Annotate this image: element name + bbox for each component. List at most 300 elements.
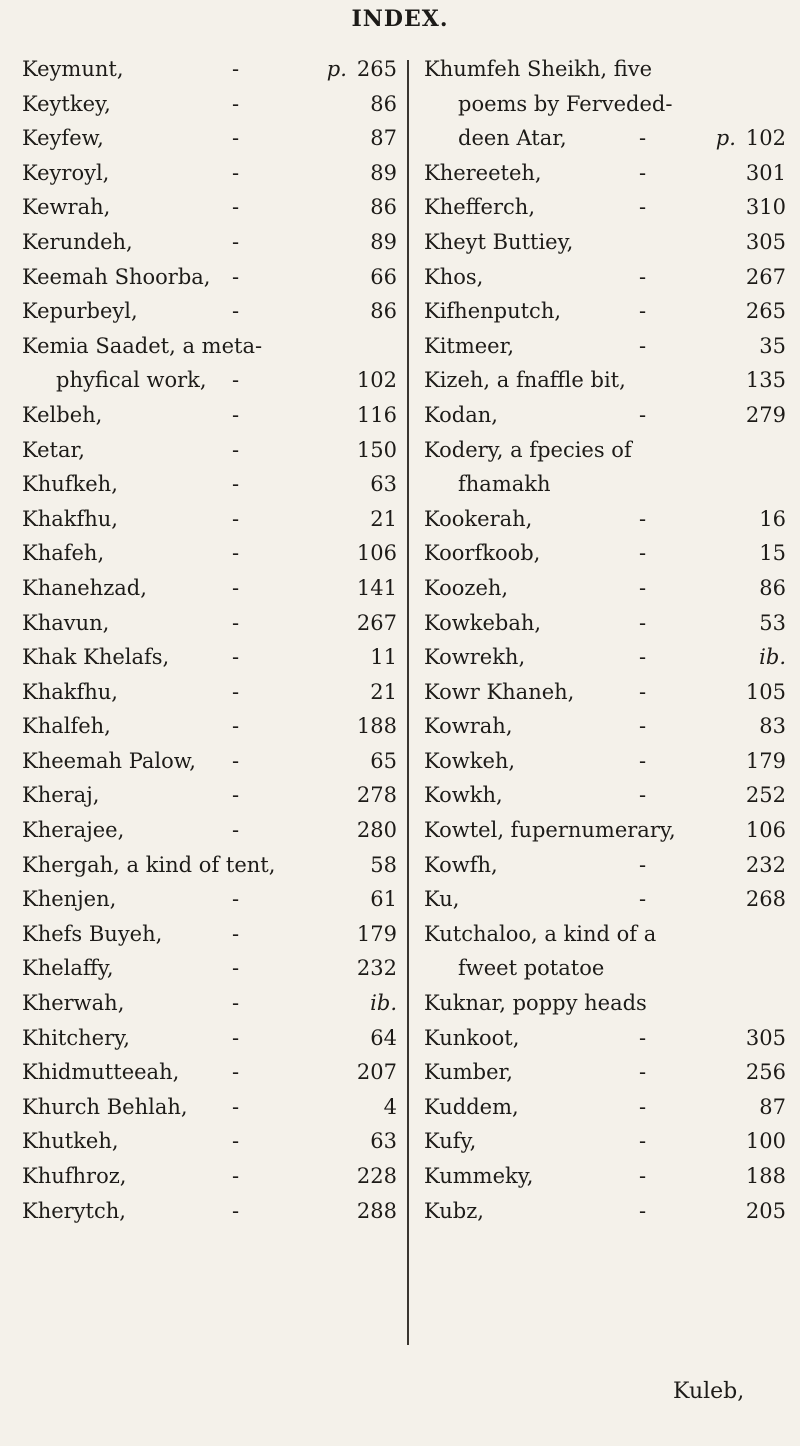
entry-dash: -: [232, 472, 240, 497]
page-number: 305: [745, 229, 786, 254]
entry-term: Ketar,: [22, 437, 85, 462]
page-number: 15: [759, 541, 786, 566]
entry-term: Kunkoot,: [424, 1025, 520, 1050]
entry-dash: -: [639, 541, 647, 566]
entry-page-number: [357, 571, 397, 606]
entry-term: Kherwah,: [22, 991, 125, 1016]
index-entry: [22, 260, 397, 295]
entry-page-number: [357, 951, 397, 986]
index-entry: [22, 986, 397, 1021]
entry-term: Khidmutteeah,: [22, 1060, 180, 1085]
page-number: 21: [370, 679, 397, 704]
index-entry: [424, 606, 786, 641]
entry-term: Kowtel, fupernumerary,: [424, 818, 676, 843]
page-number: 102: [745, 126, 786, 151]
index-entry: [22, 190, 397, 225]
entry-term: Khos,: [424, 264, 484, 289]
page-number: 267: [356, 610, 397, 635]
page-number: 11: [370, 645, 397, 670]
entry-dash: -: [232, 368, 240, 393]
entry-dash: -: [232, 1060, 240, 1085]
entry-dash: -: [639, 714, 647, 739]
index-entry: [22, 1090, 397, 1125]
entry-page-number: [746, 1159, 786, 1194]
index-entry: [424, 951, 786, 986]
entry-page-number: [370, 640, 397, 675]
entry-page-number: [384, 1090, 397, 1125]
entry-dash: -: [232, 887, 240, 912]
index-entry: [22, 744, 397, 779]
entry-page-number: [357, 536, 397, 571]
page-number: 141: [356, 575, 397, 600]
entry-term: Keyfew,: [22, 126, 104, 151]
entry-dash: -: [639, 1060, 647, 1085]
page-prefix: p.: [326, 57, 347, 81]
page-number: 301: [745, 160, 786, 185]
page-number: 305: [745, 1025, 786, 1050]
entry-page-number: [746, 813, 786, 848]
entry-term: Khafeh,: [22, 541, 105, 566]
index-entry: [22, 156, 397, 191]
page-number: 53: [759, 610, 786, 635]
index-entry: [424, 87, 786, 122]
entry-term: Khufkeh,: [22, 472, 118, 497]
entry-term: Kizeh, a fnaffle bit,: [424, 368, 626, 393]
index-entry: [22, 1055, 397, 1090]
catchword: Kuleb,: [673, 1379, 745, 1404]
entry-term: poems by Ferveded-: [458, 91, 673, 116]
entry-page-number: [370, 848, 397, 883]
entry-dash: -: [232, 714, 240, 739]
page-number: 150: [356, 437, 397, 462]
entry-dash: -: [232, 57, 240, 81]
entry-term: Khereeteh,: [424, 160, 542, 185]
page-number: 279: [745, 402, 786, 427]
entry-page-number: [746, 260, 786, 295]
entry-dash: -: [639, 1025, 647, 1050]
entry-term: Kherajee,: [22, 818, 125, 843]
entry-term: Khefs Buyeh,: [22, 921, 163, 946]
entry-dash: -: [639, 1129, 647, 1154]
entry-dash: -: [639, 195, 647, 220]
page-number: 4: [383, 1094, 397, 1119]
entry-term: Kufy,: [424, 1129, 477, 1154]
index-entry: [424, 260, 786, 295]
index-entry: [22, 87, 397, 122]
entry-page-number: [370, 744, 397, 779]
entry-page-number: [370, 156, 397, 191]
page-number: 86: [759, 575, 786, 600]
index-entry: [22, 848, 397, 883]
page-number: 106: [356, 541, 397, 566]
page-number: 102: [356, 368, 397, 393]
entry-dash: -: [639, 160, 647, 185]
entry-term: Kodery, a fpecies of: [424, 437, 632, 462]
entry-dash: -: [639, 575, 647, 600]
entry-term: Kummeky,: [424, 1164, 534, 1188]
page-number: 179: [745, 748, 786, 773]
entry-term: Kumber,: [424, 1060, 513, 1085]
index-entry: [22, 294, 397, 329]
entry-term: Khurch Behlah,: [22, 1094, 188, 1119]
entry-page-number: [327, 52, 397, 87]
page-number: 268: [745, 887, 786, 912]
entry-dash: -: [232, 1025, 240, 1050]
entry-page-number: [357, 1194, 397, 1229]
entry-term: Khenjen,: [22, 887, 117, 912]
entry-page-number: [370, 986, 397, 1021]
index-entry: [22, 433, 397, 468]
entry-dash: -: [232, 541, 240, 566]
page-number: 252: [745, 783, 786, 808]
entry-dash: -: [639, 299, 647, 324]
entry-term: Khitchery,: [22, 1025, 130, 1050]
entry-dash: -: [232, 437, 240, 462]
page-number: 86: [370, 91, 397, 116]
index-entry: [22, 813, 397, 848]
entry-dash: -: [232, 229, 240, 254]
index-entry: [424, 329, 786, 364]
entry-page-number: [370, 1021, 397, 1056]
index-entry: [22, 398, 397, 433]
index-entry: [424, 1055, 786, 1090]
entry-page-number: [746, 1055, 786, 1090]
entry-term: Khumfeh Sheikh, five: [424, 57, 653, 81]
entry-dash: -: [639, 645, 647, 670]
index-entry: [424, 225, 786, 260]
page-number: 83: [759, 714, 786, 739]
entry-page-number: [716, 121, 786, 156]
entry-dash: -: [639, 506, 647, 531]
entry-page-number: [357, 1055, 397, 1090]
entry-dash: -: [232, 1094, 240, 1119]
page-number: 265: [745, 299, 786, 324]
entry-page-number: [746, 1194, 786, 1229]
entry-dash: -: [232, 160, 240, 185]
entry-term: Khalfeh,: [22, 714, 111, 739]
entry-term: Kookerah,: [424, 506, 533, 531]
entry-page-number: [357, 813, 397, 848]
entry-term: Kheyt Buttiey,: [424, 229, 574, 254]
page-number: 228: [356, 1164, 397, 1188]
index-entry: [22, 329, 397, 364]
entry-term: Kitmeer,: [424, 333, 515, 358]
entry-dash: -: [232, 1164, 240, 1188]
column-divider: [407, 60, 409, 1345]
entry-page-number: [746, 156, 786, 191]
entry-page-number: [370, 260, 397, 295]
page-number: 135: [745, 368, 786, 393]
index-entry: [424, 1124, 786, 1159]
entry-page-number: [759, 640, 786, 675]
page-number: 65: [370, 748, 397, 773]
entry-dash: -: [232, 991, 240, 1016]
index-entry: [424, 536, 786, 571]
entry-dash: -: [639, 402, 647, 427]
entry-term: Khakfhu,: [22, 679, 118, 704]
page-number: 16: [759, 506, 786, 531]
entry-page-number: [746, 778, 786, 813]
index-entry: [424, 190, 786, 225]
index-entry: [424, 709, 786, 744]
index-column-right: [424, 52, 786, 1228]
page-number: 64: [370, 1025, 397, 1050]
entry-term: Kheraj,: [22, 783, 100, 808]
entry-dash: -: [639, 1094, 647, 1119]
index-entry: [424, 433, 786, 468]
entry-page-number: [759, 709, 786, 744]
page-number: 179: [356, 921, 397, 946]
entry-dash: -: [232, 195, 240, 220]
page-number: 100: [745, 1129, 786, 1154]
index-entry: [424, 640, 786, 675]
index-entry: [424, 467, 786, 502]
page-number: 61: [370, 887, 397, 912]
page-number: 280: [356, 818, 397, 843]
entry-page-number: [746, 744, 786, 779]
entry-dash: -: [639, 264, 647, 289]
index-entry: [424, 778, 786, 813]
index-entry: [424, 813, 786, 848]
entry-page-number: [759, 606, 786, 641]
page-number: 87: [759, 1094, 786, 1119]
entry-term: Khufhroz,: [22, 1164, 127, 1188]
entry-page-number: [370, 294, 397, 329]
page-number: 278: [356, 783, 397, 808]
entry-term: Kowr Khaneh,: [424, 679, 575, 704]
entry-page-number: [357, 398, 397, 433]
entry-dash: -: [232, 91, 240, 116]
page-number: 116: [356, 402, 397, 427]
entry-term: Kowkeh,: [424, 748, 516, 773]
entry-term: Kowkh,: [424, 783, 503, 808]
page-number: 89: [370, 229, 397, 254]
entry-term: Khanehzad,: [22, 575, 147, 600]
entry-dash: -: [639, 1198, 647, 1223]
entry-term: Kifhenputch,: [424, 299, 562, 324]
entry-dash: -: [639, 783, 647, 808]
index-entry: [22, 1021, 397, 1056]
entry-term: Khefferch,: [424, 195, 535, 220]
entry-term: Kewrah,: [22, 195, 111, 220]
index-entry: [22, 1194, 397, 1229]
index-entry: [22, 502, 397, 537]
entry-term: Keytkey,: [22, 91, 111, 116]
entry-dash: -: [232, 610, 240, 635]
entry-term: Kheemah Palow,: [22, 748, 196, 773]
entry-term: Khutkeh,: [22, 1129, 119, 1154]
entry-page-number: [370, 882, 397, 917]
entry-dash: -: [639, 679, 647, 704]
index-entry: [22, 882, 397, 917]
page-number: 267: [745, 264, 786, 289]
entry-dash: -: [639, 126, 647, 151]
index-entry: [424, 1159, 786, 1194]
page-number: ib.: [370, 991, 397, 1016]
index-column-left: [22, 52, 397, 1228]
index-entry: [22, 675, 397, 710]
entry-page-number: [370, 225, 397, 260]
entry-term: Keyroyl,: [22, 160, 110, 185]
index-entry: [424, 882, 786, 917]
entry-dash: -: [639, 610, 647, 635]
entry-dash: -: [232, 748, 240, 773]
entry-term: Khavun,: [22, 610, 110, 635]
index-entry: [424, 1194, 786, 1229]
entry-dash: -: [232, 402, 240, 427]
page-number: 232: [356, 956, 397, 981]
entry-page-number: [357, 606, 397, 641]
page-number: 106: [745, 818, 786, 843]
page-number: 256: [745, 1060, 786, 1085]
entry-page-number: [759, 502, 786, 537]
entry-term: Kerundeh,: [22, 229, 133, 254]
entry-term: Keemah Shoorba,: [22, 264, 211, 289]
index-entry: [424, 398, 786, 433]
index-entry: [22, 225, 397, 260]
page-number: 63: [370, 1129, 397, 1154]
entry-term: fweet potatoe: [458, 956, 605, 981]
entry-page-number: [746, 294, 786, 329]
entry-page-number: [746, 848, 786, 883]
index-entry: [424, 363, 786, 398]
entry-term: Koozeh,: [424, 575, 509, 600]
page-number: 63: [370, 472, 397, 497]
entry-page-number: [357, 917, 397, 952]
page-number: 232: [745, 852, 786, 877]
entry-dash: -: [639, 887, 647, 912]
entry-dash: -: [639, 1164, 647, 1188]
page-number: 35: [759, 333, 786, 358]
entry-page-number: [746, 225, 786, 260]
entry-term: Kubz,: [424, 1198, 484, 1223]
entry-dash: -: [232, 575, 240, 600]
entry-page-number: [746, 398, 786, 433]
entry-term: Kuddem,: [424, 1094, 519, 1119]
page-number: 188: [745, 1164, 786, 1188]
page-number: 288: [356, 1198, 397, 1223]
index-entry: [424, 294, 786, 329]
entry-page-number: [370, 190, 397, 225]
entry-page-number: [370, 1124, 397, 1159]
entry-term: deen Atar,: [458, 126, 567, 151]
index-entry: [424, 848, 786, 883]
entry-dash: -: [232, 299, 240, 324]
entry-term: Khergah, a kind of tent,: [22, 852, 276, 877]
entry-page-number: [370, 121, 397, 156]
page-number: 105: [745, 679, 786, 704]
index-entry: [22, 778, 397, 813]
page-number: 86: [370, 195, 397, 220]
index-entry: [424, 1021, 786, 1056]
entry-term: Kowfh,: [424, 852, 498, 877]
entry-page-number: [357, 1159, 397, 1194]
entry-term: Khelaffy,: [22, 956, 114, 981]
entry-term: fhamakh: [458, 472, 551, 497]
entry-dash: -: [639, 852, 647, 877]
entry-dash: -: [232, 645, 240, 670]
index-entry: [424, 917, 786, 952]
entry-term: Keymunt,: [22, 57, 124, 81]
entry-dash: -: [639, 333, 647, 358]
entry-term: Ku,: [424, 887, 460, 912]
entry-term: Kowkebah,: [424, 610, 542, 635]
page-number: 66: [370, 264, 397, 289]
entry-term: Kowrah,: [424, 714, 513, 739]
page-number: 207: [356, 1060, 397, 1085]
index-entry: [424, 675, 786, 710]
entry-term: Kemia Saadet, a meta-: [22, 333, 263, 358]
index-entry: [22, 1124, 397, 1159]
page-prefix: p.: [715, 126, 736, 151]
index-entry: [424, 502, 786, 537]
entry-dash: -: [232, 818, 240, 843]
page-number: 89: [370, 160, 397, 185]
entry-page-number: [370, 467, 397, 502]
index-entry: [424, 744, 786, 779]
entry-dash: -: [232, 1129, 240, 1154]
entry-page-number: [357, 363, 397, 398]
index-entry: [424, 571, 786, 606]
entry-dash: -: [232, 956, 240, 981]
entry-term: Kherytch,: [22, 1198, 126, 1223]
entry-dash: -: [232, 1198, 240, 1223]
index-entry: [424, 121, 786, 156]
page-number: 188: [356, 714, 397, 739]
page-header: INDEX.: [351, 6, 449, 32]
entry-page-number: [746, 675, 786, 710]
entry-term: Kepurbeyl,: [22, 299, 138, 324]
entry-page-number: [370, 502, 397, 537]
index-entry: [22, 606, 397, 641]
entry-page-number: [370, 675, 397, 710]
entry-page-number: [746, 190, 786, 225]
entry-term: Kuknar, poppy heads: [424, 991, 647, 1016]
entry-page-number: [370, 87, 397, 122]
index-entry: [22, 52, 397, 87]
entry-dash: -: [232, 679, 240, 704]
page-number: 21: [370, 506, 397, 531]
entry-dash: -: [232, 264, 240, 289]
index-entry: [22, 571, 397, 606]
entry-dash: -: [232, 783, 240, 808]
entry-dash: -: [639, 748, 647, 773]
page-number: ib.: [759, 645, 786, 670]
index-entry: [22, 640, 397, 675]
entry-term: Kowrekh,: [424, 645, 526, 670]
entry-term: Kodan,: [424, 402, 498, 427]
page-number: 310: [745, 195, 786, 220]
entry-page-number: [357, 709, 397, 744]
entry-page-number: [759, 571, 786, 606]
page-number: 205: [745, 1198, 786, 1223]
entry-term: phyfical work,: [56, 368, 207, 393]
entry-page-number: [746, 363, 786, 398]
entry-page-number: [746, 1124, 786, 1159]
entry-term: Kelbeh,: [22, 402, 103, 427]
page-number: 87: [370, 126, 397, 151]
entry-page-number: [759, 536, 786, 571]
entry-page-number: [759, 329, 786, 364]
entry-term: Koorfkoob,: [424, 541, 541, 566]
index-entry: [22, 1159, 397, 1194]
index-entry: [22, 917, 397, 952]
entry-dash: -: [232, 506, 240, 531]
entry-page-number: [746, 1021, 786, 1056]
entry-term: Khak Khelafs,: [22, 645, 170, 670]
entry-page-number: [746, 882, 786, 917]
index-entry: [424, 156, 786, 191]
